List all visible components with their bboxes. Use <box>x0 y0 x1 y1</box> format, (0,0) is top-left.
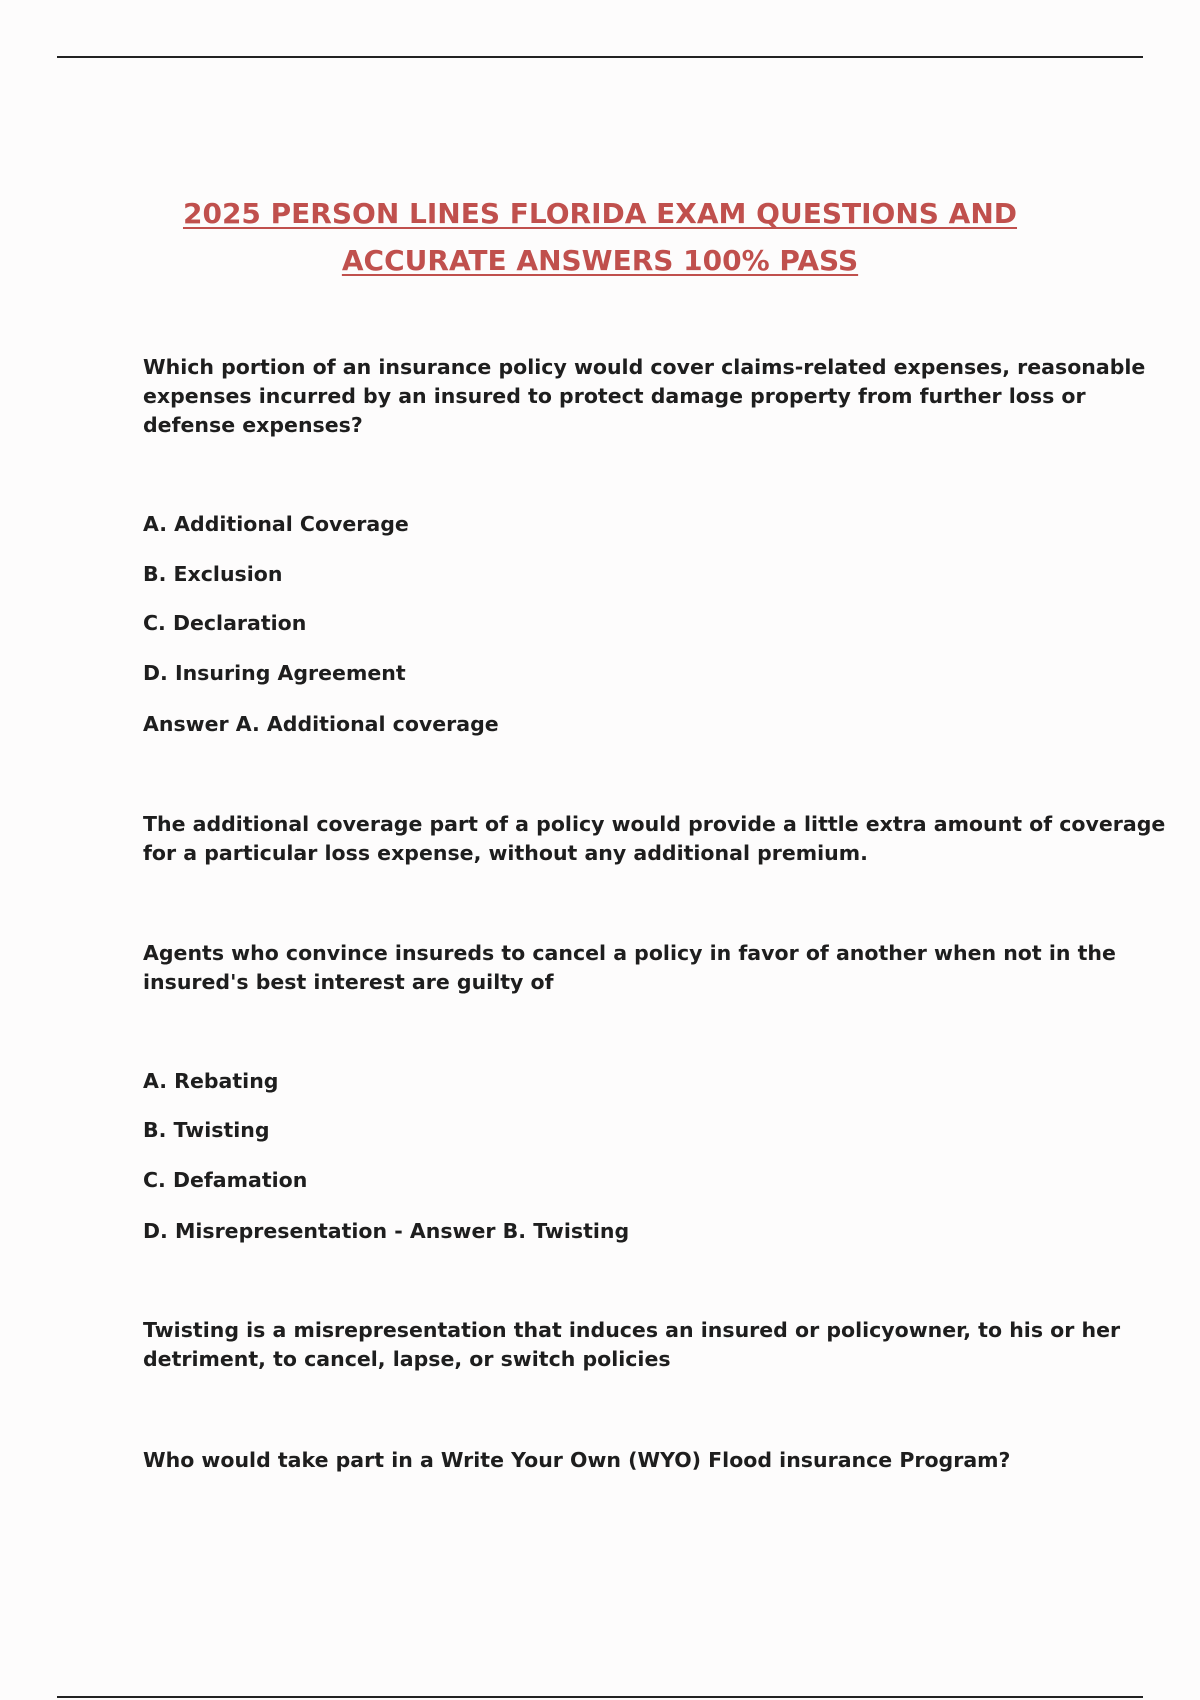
document-title <box>0 190 1200 284</box>
question-2-explanation: Twisting is a misrepresentation that induces an insured or policyowner, to his or her detriment, to cancel, lapse, or switch policies <box>143 1318 1121 1371</box>
question-2-option-a: A. Rebating <box>143 1069 279 1093</box>
question-3-text: Who would take part in a Write Your Own (WYO) Flood insurance Program? <box>143 1448 1011 1472</box>
question-1-option-c: C. Declaration <box>143 611 307 635</box>
question-1-text: Which portion of an insurance policy would cover claims-related expenses, reasonable expenses incurred by an insured to protect damage property from further loss or defense expenses? <box>143 355 1146 437</box>
footer-rule <box>57 1696 1143 1698</box>
document-title-line-1: 2025 PERSON LINES FLORIDA EXAM QUESTIONS AND <box>182 197 1018 230</box>
question-2-text: Agents who convince insureds to cancel a policy in favor of another when not in the insured's best interest are guilty of <box>143 941 1116 994</box>
question-2-option-d: D. Misrepresentation - Answer B. Twisting <box>143 1219 630 1243</box>
question-1-option-b: B. Exclusion <box>143 562 283 586</box>
question-1-option-d: D. Insuring Agreement <box>143 661 406 685</box>
question-1-explanation: The additional coverage part of a policy would provide a little extra amount of coverage for a particular loss expense, without any additional premium. <box>143 812 1166 865</box>
question-1-answer: Answer A. Additional coverage <box>143 712 499 736</box>
question-2-option-c: C. Defamation <box>143 1168 308 1192</box>
document-title-line-2: ACCURATE ANSWERS 100% PASS <box>341 244 859 277</box>
header-rule <box>57 56 1143 58</box>
question-2-option-b: B. Twisting <box>143 1118 270 1142</box>
question-1-option-a: A. Additional Coverage <box>143 512 409 536</box>
